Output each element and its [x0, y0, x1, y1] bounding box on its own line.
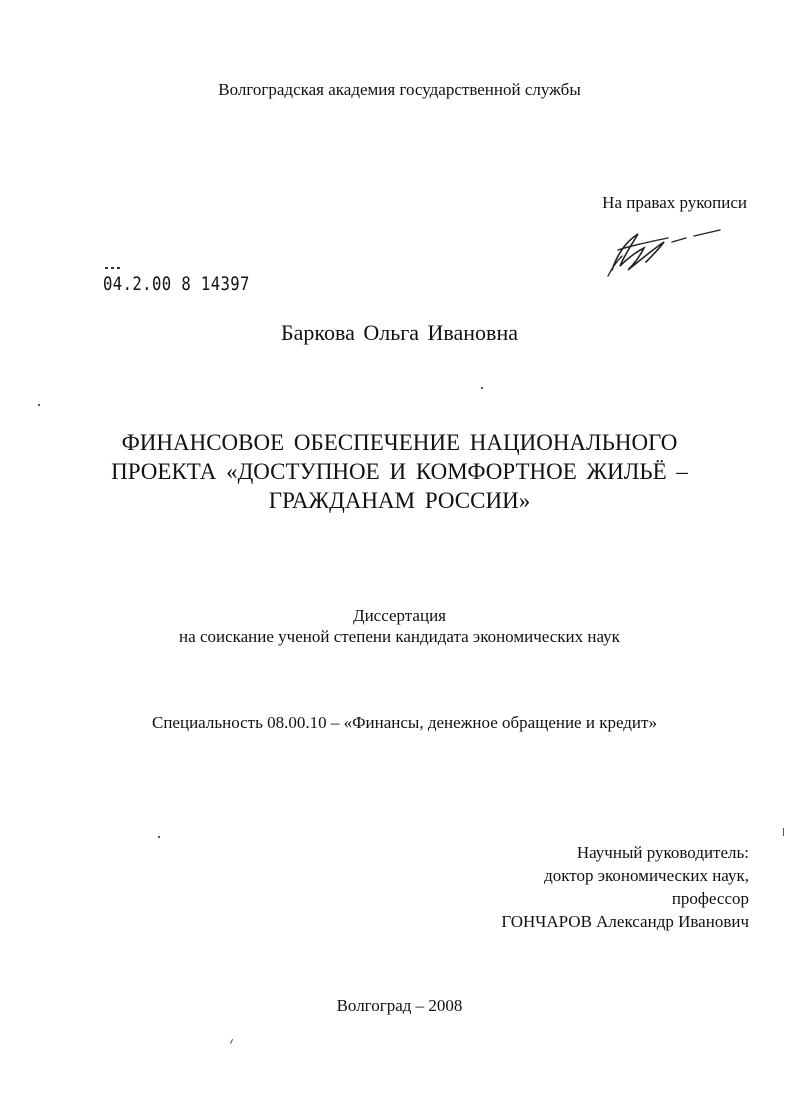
title-line: ФИНАНСОВОЕ ОБЕСПЕЧЕНИЕ НАЦИОНАЛЬНОГО [121, 430, 678, 455]
author-name: Баркова Ольга Ивановна [281, 320, 518, 345]
supervisor-name: ГОНЧАРОВ Александр Иванович [501, 912, 749, 931]
title-line: ГРАЖДАНАМ РОССИИ» [268, 488, 531, 513]
scan-speck [783, 828, 784, 836]
supervisor-block [501, 841, 749, 933]
scan-speck [481, 387, 483, 389]
specialty: Специальность 08.00.10 – «Финансы, денежное обращение и кредит» [152, 713, 657, 732]
handwritten-signature [598, 222, 728, 278]
catalog-diacritic-mark [104, 266, 124, 270]
work-type: Диссертация [352, 606, 446, 625]
supervisor-rank: профессор [671, 889, 749, 908]
degree-statement: на соискание ученой степени кандидата экономических наук [179, 627, 620, 646]
scan-speck [38, 404, 40, 406]
city-year: Волгоград – 2008 [336, 996, 463, 1015]
dissertation-title [0, 428, 799, 515]
title-line: ПРОЕКТА «ДОСТУПНОЕ И КОМФОРТНОЕ ЖИЛЬЁ – [111, 459, 688, 484]
rights-note: На правах рукописи [602, 193, 747, 212]
supervisor-degree: доктор экономических наук, [544, 866, 749, 885]
catalog-number: 04.2.00 8 14397 [103, 273, 250, 295]
scan-speck [158, 836, 160, 838]
institution-name: Волгоградская академия государственной службы [218, 80, 581, 99]
supervisor-role: Научный руководитель: [576, 843, 749, 862]
scan-speck [230, 1039, 233, 1044]
